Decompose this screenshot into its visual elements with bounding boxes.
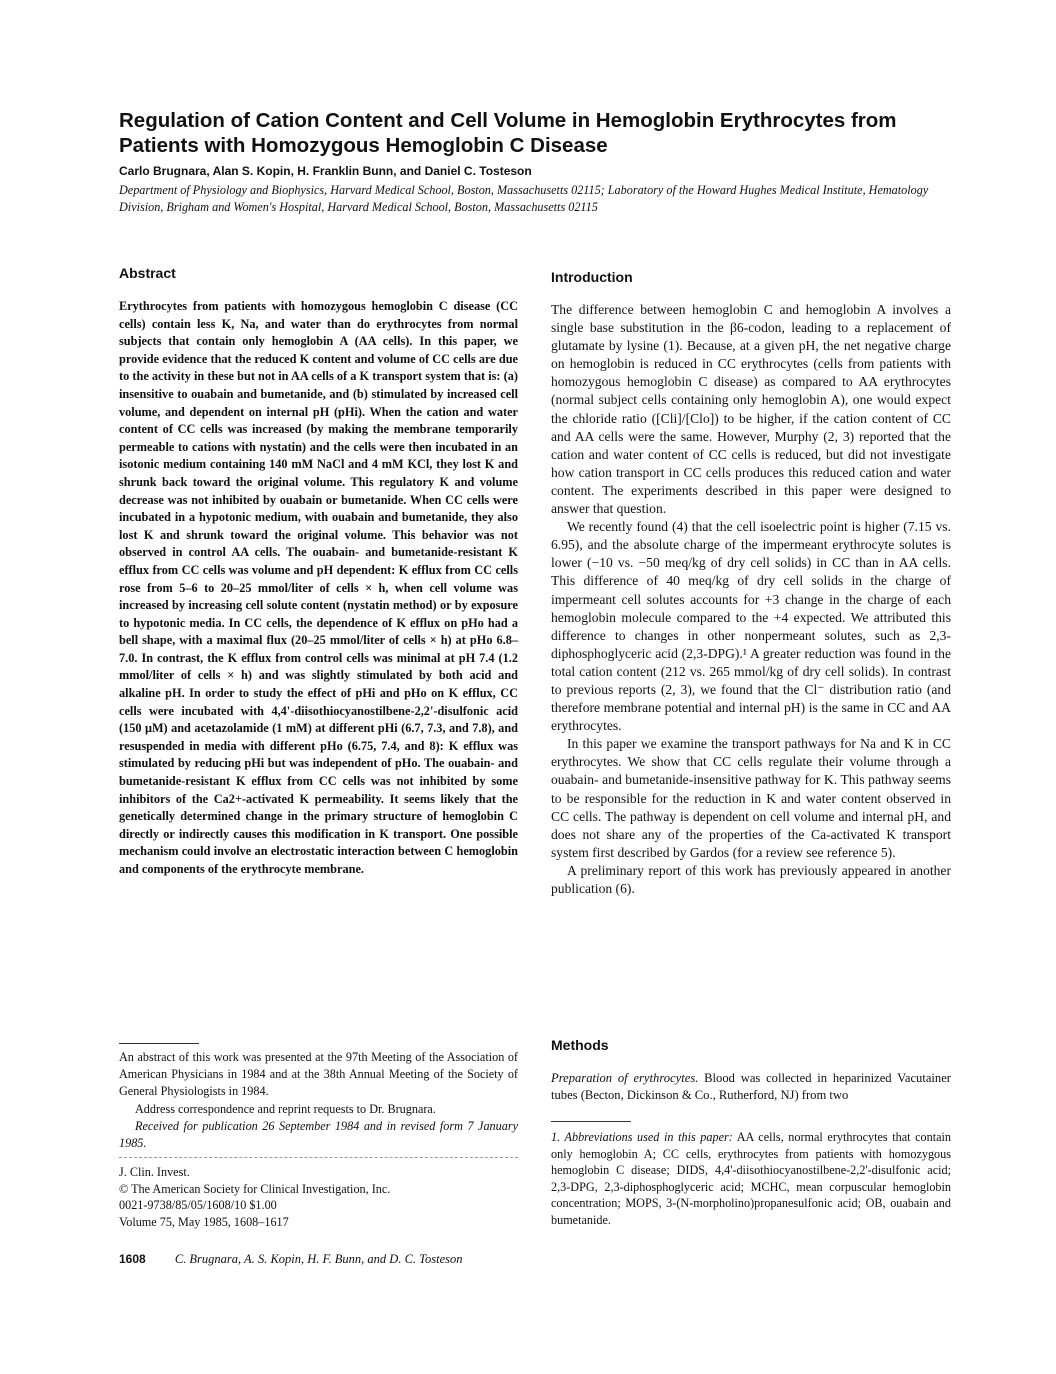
article-title: Regulation of Cation Content and Cell Volume in Hemoglobin Erythrocytes from Patients with Homozygous Hemoglobin C Disease xyxy=(119,109,897,157)
methods-heading: Methods xyxy=(551,1037,609,1053)
received-footnote: Received for publication 26 September 1984 and in revised form 7 January 1985. xyxy=(119,1119,518,1150)
intro-paragraph-4: A preliminary report of this work has previously appeared in another publication (6). xyxy=(551,862,951,896)
page-number: 1608 xyxy=(119,1252,146,1266)
abbreviations-text: AA cells, normal erythrocytes that contain only hemoglobin A; CC cells, erythrocytes from patients with homozygous hemoglobin C disease; DIDS, 4,4'-diisothiocyanostilbene-2,2'-disulfonic acid; 2,3-DPG, 2,3-diphosphoglyceric acid; MCHC, mean corpuscular hemoglobin concentration; MOPS, 3-(N-morpholino)propanesulfonic acid; OB, ouabain and bumetanide. xyxy=(551,1130,952,1227)
volume-line: Volume 75, May 1985, 1608–1617 xyxy=(119,1214,289,1229)
meeting-footnote: An abstract of this work was presented at the 97th Meeting of the Association of American Physicians in 1984 and at the 38th Annual Meeting of the Society of General Physiologists in 1984. xyxy=(119,1050,518,1098)
intro-paragraph-2: We recently found (4) that the cell isoelectric point is higher (7.15 vs. 6.95), and the absolute charge of the impermeant erythrocyte solutes is lower (−10 vs. −50 meq/kg of dry cell solids) in CC than in AA cells. This difference of 40 meq/kg of dry cell solids in the charge of impermeant cell solutes accounts for +3 change in the charge of each hemoglobin molecule compared to the +4 expected. We attributed this difference to changes in other nonpermeant solutes, such as 2,3-diphosphoglyceric acid (2,3-DPG).¹ A greater reduction was found in the total cation content (212 vs. 265 mmol/kg of dry cell solids). In contrast to previous reports (2, 3), we found that the Cl⁻ distribution ratio (and therefore membrane potential and internal pH) is the same in CC and AA erythrocytes. xyxy=(551,519,951,734)
footnote-divider xyxy=(119,1043,199,1044)
right-footnote-divider xyxy=(551,1121,631,1122)
journal-info-divider xyxy=(119,1157,518,1158)
introduction-section xyxy=(551,268,951,898)
author-list: Carlo Brugnara, Alan S. Kopin, H. Franklin Bunn, and Daniel C. Tosteson xyxy=(119,164,532,178)
issn-line: 0021-9738/85/05/1608/10 $1.00 xyxy=(119,1198,277,1213)
page-footer xyxy=(119,1252,462,1267)
abstract-heading: Abstract xyxy=(119,265,176,281)
introduction-heading: Introduction xyxy=(551,269,633,285)
copyright-line: © The American Society for Clinical Investigation, Inc. xyxy=(119,1181,391,1196)
author-affiliation: Department of Physiology and Biophysics, Harvard Medical School, Boston, Massachusetts 02115; Laboratory of the Howard Hughes Medical Institute, Hematology Division, Brigham and Women's Hospital, Harvard Medical School, Boston, Massachusetts 02115 xyxy=(119,183,929,214)
methods-subheading: Preparation of erythrocytes. xyxy=(551,1071,699,1085)
running-citation: C. Brugnara, A. S. Kopin, H. F. Bunn, and D. C. Tosteson xyxy=(174,1252,463,1266)
abstract-text: Erythrocytes from patients with homozygous hemoglobin C disease (CC cells) contain less K, Na, and water than do erythrocytes from normal subjects that contain only hemoglobin A (AA cells). In this paper, we provide evidence that the reduced K content and volume of CC cells are due to the activity in these but not in AA cells of a K transport system that is: (a) insensitive to ouabain and bumetanide, and (b) stimulated by increased cell volume, and dependent on internal pH (pHi). When the cation and water content of CC cells was increased (by making the membrane temporarily permeable to cations with nystatin) and the cells were then incubated in an isotonic medium containing 140 mM NaCl and 4 mM KCl, they lost K and shrunk back toward the original volume. This regulatory K and volume decrease was not inhibited by ouabain or bumetanide. When CC cells were incubated in a hypotonic medium, with ouabain and bumetanide, they also lost K and shrunk toward the original volume. This behavior was not observed in control AA cells. The ouabain- and bumetanide-resistant K efflux from CC cells was volume and pH dependent: K efflux from CC cells rose from 5–6 to 20–25 mmol/liter of cells × h, when cell volume was increased by increasing cell solute content (nystatin method) or by exposure to hypotonic media. In CC cells, the dependence of K efflux on pHo had a bell shape, with a maximal flux (20–25 mmol/liter of cells × h) at pHo 6.8–7.0. In contrast, the K efflux from control cells was minimal at pH 7.4 (1.2 mmol/liter of cells × h) and was slightly stimulated by both acid and alkaline pH. In order to study the effect of pHi and pHo on K efflux, CC cells were incubated with 4,4'-diisothiocyanostilbene-2,2'-disulfonic acid (150 μM) and acetazolamide (1 mM) at different pHi (6.7, 7.3, and 7.8), and resuspended in media with different pHo (6.75, 7.4, and 8): K efflux was stimulated by reducing pHi but was independent of pHo. The ouabain- and bumetanide-resistant K efflux from CC cells was not inhibited by some inhibitors of the Ca2+-activated K permeability. It seems likely that the genetically determined change in the primary structure of hemoglobin C directly or indirectly causes this modification in K transport. One possible mechanism could involve an electrostatic interaction between C hemoglobin and components of the erythrocyte membrane. xyxy=(119,299,518,876)
abbreviations-label: 1. Abbreviations used in this paper: xyxy=(551,1130,733,1144)
methods-section xyxy=(551,1036,951,1104)
correspondence-footnote: Address correspondence and reprint requests to Dr. Brugnara. xyxy=(135,1102,436,1116)
journal-name: J. Clin. Invest. xyxy=(119,1165,190,1179)
methods-paragraph xyxy=(551,1070,951,1104)
methods-text: Blood was collected in heparinized Vacutainer tubes (Becton, Dickinson & Co., Rutherford, NJ) from two xyxy=(551,1071,951,1102)
abbreviations-footnote xyxy=(551,1129,951,1228)
intro-paragraph-1: The difference between hemoglobin C and hemoglobin A involves a single base substitution in the β6-codon, leading to a replacement of glutamate by lysine (1). Because, at a given pH, the net negative charge on hemoglobin is reduced in CC erythrocytes (cells from patients with homozygous hemoglobin C disease) as compared to AA erythrocytes (normal subject cells containing only hemoglobin A), one would expect the chloride ratio ([Cli]/[Clo]) to be higher, if the cation content of CC and AA cells were the same. However, Murphy (2, 3) reported that the cation and water content of CC cells is reduced, but did not investigate how cation transport in CC cells produces this reduced cation and water content. The experiments described in this paper were designed to answer that question. xyxy=(551,302,951,517)
intro-paragraph-3: In this paper we examine the transport pathways for Na and K in CC erythrocytes. We show that CC cells regulate their volume through a ouabain- and bumetanide-insensitive pathway for K. This pathway seems to be responsible for the reduction in K and water content observed in CC cells. The pathway is dependent on cell volume and internal pH, and does not share any of the properties of the Ca-activated K transport system first described by Gardos (for a review see reference 5). xyxy=(551,736,951,860)
abstract-heading-wrap xyxy=(119,264,518,282)
journal-info xyxy=(119,1164,419,1230)
